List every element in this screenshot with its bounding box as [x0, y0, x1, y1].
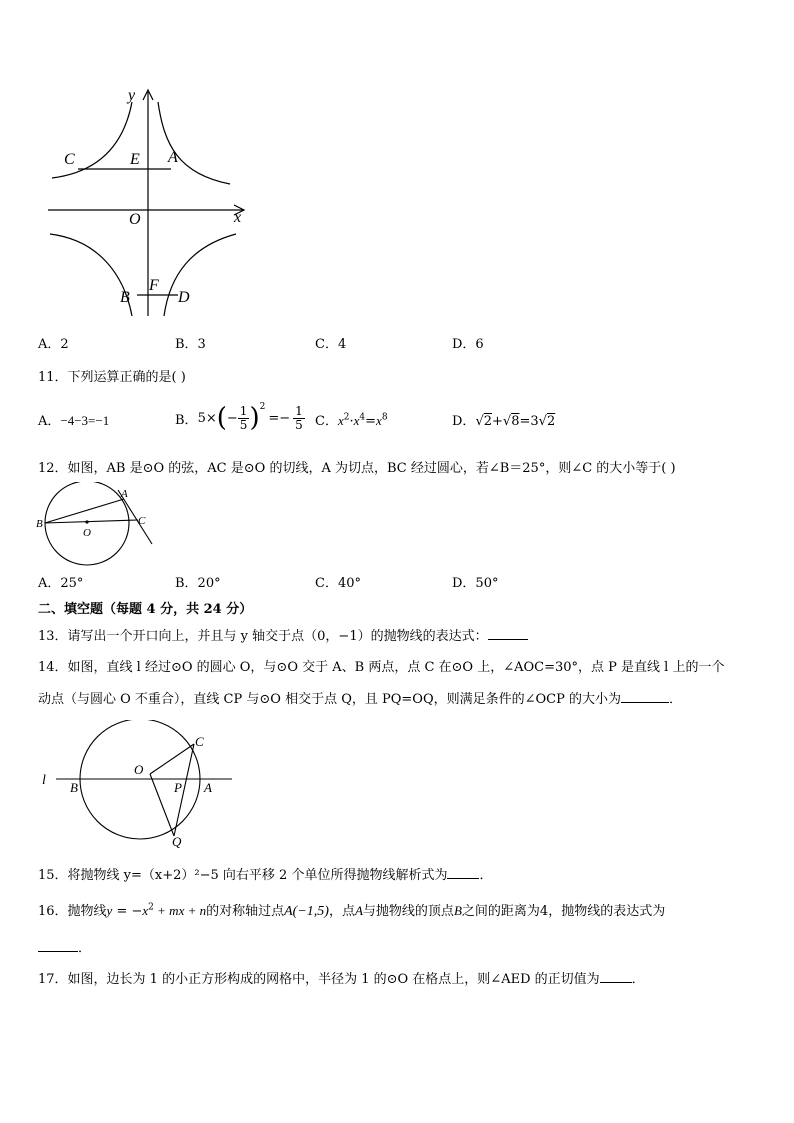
label-o: O — [83, 527, 91, 539]
figure-q12-circle-tangent — [36, 482, 160, 568]
label-p: P — [174, 780, 182, 795]
q15-answer-blank[interactable] — [447, 866, 479, 879]
q11-c-eq: = — [365, 414, 377, 429]
label-b: B — [120, 289, 130, 306]
q11-b-result-fraction — [293, 405, 305, 432]
q12-option-a: A．25° — [38, 576, 84, 591]
q11-c-exp1: 2 — [343, 412, 350, 423]
q10-option-c: C．4 — [315, 337, 347, 352]
q16-point: A(−1,5) — [284, 904, 329, 919]
q11-b-exp: 2 — [259, 402, 266, 412]
q11-c-base3: x — [376, 413, 382, 428]
q16-line1 — [38, 900, 665, 920]
q11-c-dot: · — [349, 414, 354, 429]
q11-b-pre: 5× — [197, 410, 217, 426]
q13-answer-blank[interactable] — [488, 627, 528, 640]
sqrt-icon: √ — [475, 414, 484, 429]
q16-expr-y: y — [106, 903, 113, 918]
label-f: F — [149, 277, 159, 294]
q11-option-c — [315, 410, 388, 429]
q11-d-label: D． — [452, 414, 476, 429]
q11-option-d — [452, 410, 555, 429]
q16-expr-x: x — [142, 903, 149, 918]
sqrt-icon: √ — [538, 414, 547, 429]
q16-pa: A — [354, 903, 363, 918]
q16-post3: 之间的距离为 — [461, 904, 540, 919]
q11-d-r2: 8 — [511, 414, 520, 429]
q14-line2-end: ． — [668, 692, 682, 707]
q13-text: 13．请写出一个开口向上，并且与 y 轴交于点（0，−1）的抛物线的表达式： — [38, 629, 488, 644]
center-dot — [85, 520, 88, 523]
q16-expr-rest: + mx + n — [153, 903, 207, 918]
q17-end: ． — [631, 972, 645, 987]
q11-b-paren-open: ( — [216, 403, 227, 433]
label-x: x — [234, 209, 242, 226]
q12-option-b: B．20° — [175, 576, 221, 591]
label-q: Q — [172, 834, 182, 849]
q12-option-d: D．50° — [452, 576, 499, 591]
q13-line — [38, 625, 528, 644]
label-o: O — [129, 211, 141, 228]
q11-c-base1: x — [337, 413, 344, 428]
q15-line — [38, 864, 492, 883]
q11-a-expr: −4−3=−1 — [60, 413, 110, 428]
q11-d-plus: + — [492, 414, 503, 429]
q11-option-b: B． 5× ( − $\frac{1}{5}$ ) $^2$ =− $\frac{1}{5}$ — [175, 402, 303, 433]
q16-post2: 与抛物线的顶点 — [362, 904, 454, 919]
label-a: A — [168, 149, 178, 166]
q11-d-r1: 2 — [483, 414, 493, 429]
q15-text: 15．将抛物线 y=（x+2）²−5 向右平移 2 个单位所得抛物线解析式为 — [38, 868, 448, 883]
q10-option-d: D．6 — [452, 337, 484, 352]
hyperbola-branch-upper-right — [158, 102, 230, 184]
q11-b-result-num: 1 — [295, 403, 303, 418]
label-e: E — [130, 151, 140, 168]
q16-expr-eq: = − — [112, 904, 143, 919]
q11-option-a — [38, 410, 109, 429]
label-y: y — [128, 87, 136, 104]
q11-stem: 11．下列运算正确的是( ) — [38, 370, 186, 385]
sqrt-icon: √ — [502, 414, 512, 429]
q11-b-paren-close: ) — [249, 403, 260, 433]
q14-line1: 14．如图，直线 l 经过⊙O 的圆心 O，与⊙O 交于 A、B 两点，点 C 在⊙O 上，∠AOC=30°，点 P 是直线 l 上的一个 — [38, 660, 725, 675]
figure-hyperbola-graph — [40, 84, 260, 320]
q16-answer-blank[interactable] — [38, 939, 78, 952]
q11-b-label: B． — [175, 412, 198, 428]
q11-b-result-den: 5 — [295, 417, 303, 432]
q17-answer-blank[interactable] — [600, 970, 632, 983]
segment-oq — [150, 774, 174, 836]
label-d: D — [178, 289, 190, 306]
q14-line2-text: 动点（与圆心 O 不重合），直线 CP 与⊙O 相交于点 Q，且 PQ=OQ，则满足条件的∠OCP 的大小为 — [38, 692, 621, 707]
segment-oc — [150, 744, 194, 774]
q11-b-fraction — [238, 405, 250, 432]
q11-d-r3: 2 — [546, 414, 556, 429]
q11-a-label: A． — [38, 414, 61, 429]
q16-line2 — [38, 937, 91, 956]
label-c: C — [138, 515, 146, 527]
q14-line2 — [38, 688, 682, 707]
q16-pre: 16．抛物线 — [38, 904, 107, 919]
q16-pb: B — [453, 903, 462, 918]
q16-line2-end: ． — [78, 941, 92, 956]
q12-stem: 12．如图，AB 是⊙O 的弦，AC 是⊙O 的切线，A 为切点，BC 经过圆心，若∠B＝25°，则∠C 的大小等于( ) — [38, 461, 676, 476]
label-b: B — [36, 518, 43, 530]
section-title-fill-in: 二、填空题（每题 4 分，共 24 分） — [38, 602, 253, 617]
q16-dist: 4 — [539, 904, 549, 919]
q11-c-label: C． — [315, 414, 338, 429]
q10-option-a: A．2 — [38, 337, 69, 352]
q11-c-exp2: 4 — [359, 412, 366, 423]
hyperbola-branch-lower-right — [164, 234, 236, 316]
q11-b-num: 1 — [239, 403, 248, 418]
chord-ab — [45, 499, 124, 523]
label-c: C — [195, 734, 204, 749]
q16-expr-exp: 2 — [148, 902, 154, 913]
q12-option-c: C．40° — [315, 576, 361, 591]
q11-d-eq: =3 — [519, 414, 539, 429]
q14-answer-blank[interactable] — [621, 690, 669, 703]
q16-post4: ，抛物线的表达式为 — [548, 904, 666, 919]
label-a: A — [204, 780, 212, 795]
figure-q14-circle-line — [40, 720, 240, 852]
q10-option-b: B．3 — [175, 337, 206, 352]
label-a: A — [121, 488, 128, 500]
line-bc — [45, 520, 138, 523]
q16-post: ，点 — [328, 904, 355, 919]
q11-b-den: 5 — [239, 417, 248, 432]
label-b: B — [70, 780, 78, 795]
q11-c-base2: x — [353, 413, 360, 428]
label-l: l — [42, 773, 46, 788]
q17-text: 17．如图，边长为 1 的小正方形构成的网格中，半径为 1 的⊙O 在格点上，则∠AED 的正切值为 — [38, 972, 600, 987]
q16-mid: 的对称轴过点 — [206, 904, 285, 919]
q15-end: ． — [479, 868, 493, 883]
q11-c-exp3: 8 — [381, 412, 388, 423]
q17-line — [38, 968, 645, 987]
label-o: O — [134, 762, 144, 777]
label-c: C — [64, 151, 75, 168]
